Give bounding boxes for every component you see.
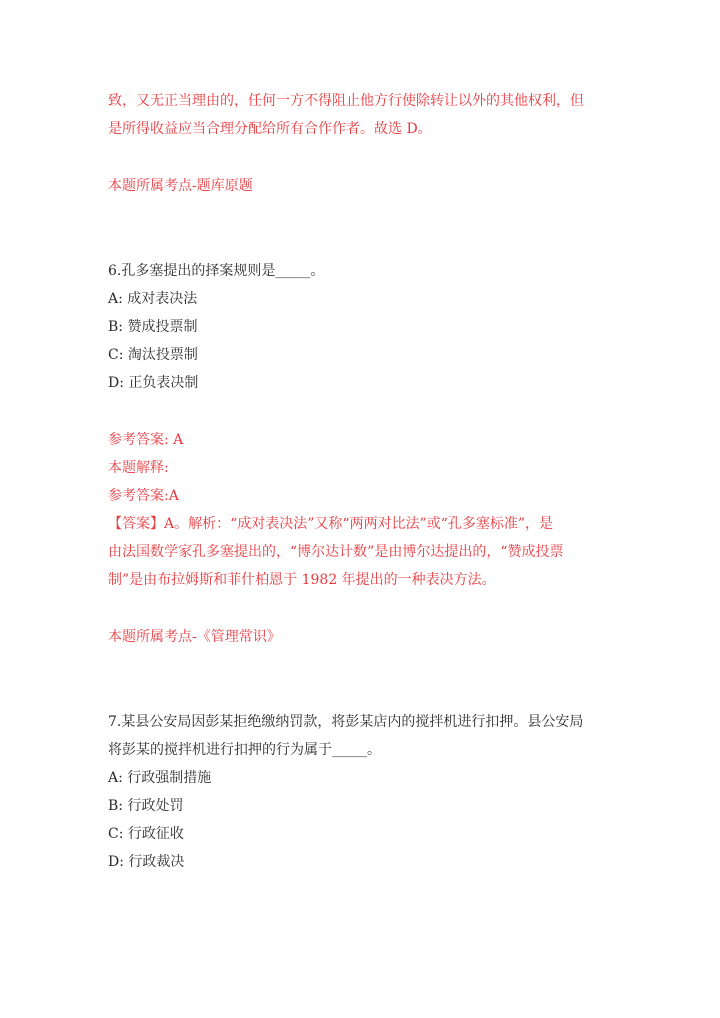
q7-option-a: A: 行政强制措施: [108, 770, 212, 786]
q7-option-d: D: 行政裁决: [108, 854, 185, 870]
q6-ref-answer: 参考答案: A: [108, 432, 184, 448]
q6-stem: 6.孔多塞提出的择案规则是_____。: [108, 263, 325, 279]
q6-option-a: A: 成对表决法: [108, 291, 198, 307]
q7-stem-line-2: 将彭某的搅拌机进行扣押的行为属于_____。: [108, 742, 381, 758]
q6-topic: 本题所属考点-《管理常识》: [108, 629, 281, 645]
q6-option-b: B: 赞成投票制: [108, 319, 198, 335]
q7-stem-line-1: 7.某县公安局因彭某拒绝缴纳罚款，将彭某店内的搅拌机进行扣押。县公安局: [108, 714, 584, 730]
prev-topic: 本题所属考点-题库原题: [108, 178, 253, 194]
prev-explanation-line-1: 致，又无正当理由的，任何一方不得阻止他方行使除转让以外的其他权利，但: [108, 93, 584, 109]
q6-explanation-line-2: 由法国数学家孔多塞提出的，“博尔达计数”是由博尔达提出的，“赞成投票: [108, 544, 564, 560]
q6-ref-answer-2: 参考答案:A: [108, 488, 179, 504]
q6-option-c: C: 淘汰投票制: [108, 347, 198, 363]
prev-explanation-line-2: 是所得收益应当合理分配给所有合作作者。故选 D。: [108, 121, 432, 137]
q7-option-b: B: 行政处罚: [108, 798, 184, 814]
q6-explanation-line-3: 制”是由布拉姆斯和菲什柏恩于 1982 年提出的一种表决方法。: [108, 572, 496, 588]
q6-explanation-line-1: 【答案】A。解析：“成对表决法”又称“两两对比法”或“孔多塞标准”，是: [108, 516, 554, 532]
q6-option-d: D: 正负表决制: [108, 375, 199, 391]
q6-explain-heading: 本题解释:: [108, 460, 169, 476]
q7-option-c: C: 行政征收: [108, 826, 184, 842]
